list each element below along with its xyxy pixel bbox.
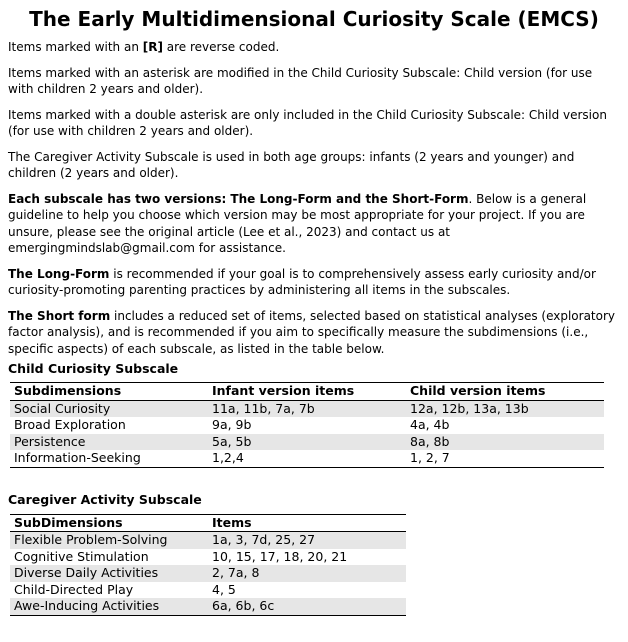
reverse-marker: [R] — [142, 40, 163, 54]
table-cell: 9a, 9b — [212, 417, 252, 433]
note-caregiver: The Caregiver Activity Subscale is used in both age groups: infants (2 years and younger) and children (2 years and older). — [8, 149, 575, 180]
table-cell: 11a, 11b, 7a, 7b — [208, 400, 406, 417]
table-cell: 8a, 8b — [406, 434, 604, 451]
child-subscale-heading: Child Curiosity Subscale — [8, 361, 179, 376]
table-cell: Persistence — [10, 434, 208, 451]
table-cell: Flexible Problem-Solving — [10, 532, 208, 549]
table-row — [10, 417, 604, 434]
table-cell: 5a, 5b — [208, 434, 406, 451]
table-row — [10, 565, 406, 582]
note-long-form: The Long-Form is recommended if your goal is to comprehensively assess early curiosity and/or curiosity-promoting parenting practices by administering all items in the subscales. — [8, 266, 596, 297]
table-cell: Diverse Daily Activities — [10, 565, 208, 582]
child-subscale-table — [10, 382, 604, 468]
table-header-row — [10, 383, 604, 401]
note-reverse-coded: Items marked with an [R] are reverse coded. — [8, 40, 280, 54]
column-header: Subdimensions — [10, 383, 208, 401]
table-cell: Social Curiosity — [10, 400, 208, 417]
column-header: Infant version items — [208, 383, 406, 401]
table-header-row — [10, 514, 406, 532]
table-cell: Cognitive Stimulation — [14, 548, 149, 564]
table-cell: 6a, 6b, 6c — [208, 598, 406, 615]
table-row — [10, 450, 604, 467]
table-cell: 4a, 4b — [410, 417, 450, 433]
table-row — [10, 400, 604, 417]
table-cell: 10, 15, 17, 18, 20, 21 — [212, 548, 348, 564]
table-cell: 1a, 3, 7d, 25, 27 — [208, 532, 406, 549]
column-header: SubDimensions — [10, 514, 208, 532]
column-header: Items — [208, 514, 406, 532]
note-versions: Each subscale has two versions: The Long-Form and the Short-Form. Below is a general guideline to help you choose which version may be most appropriate for your project. If you are unsure, please see the original article (Lee et al., 2023) and contact us at emergingmindslab@gmail.com for assistance. — [8, 191, 587, 255]
table-cell: 12a, 12b, 13a, 13b — [406, 400, 604, 417]
table-row — [10, 434, 604, 451]
note-asterisk: Items marked with an asterisk are modified in the Child Curiosity Subscale: Child version (for use with children 2 years and older). — [8, 65, 593, 96]
table-row — [10, 582, 406, 599]
table-cell: Broad Exploration — [14, 417, 126, 433]
table-row — [10, 598, 406, 615]
table-cell: 2, 7a, 8 — [208, 565, 406, 582]
page-title: The Early Multidimensional Curiosity Scale (EMCS) — [29, 7, 599, 31]
table-cell: 1, 2, 7 — [406, 450, 604, 467]
table-cell: Information-Seeking — [10, 450, 208, 467]
table-cell: 4, 5 — [212, 581, 236, 597]
table-row — [10, 532, 406, 549]
table-cell: Awe-Inducing Activities — [10, 598, 208, 615]
table-cell: 1,2,4 — [208, 450, 406, 467]
caregiver-subscale-heading: Caregiver Activity Subscale — [8, 491, 202, 507]
table-cell: Child-Directed Play — [14, 581, 134, 597]
column-header: Child version items — [406, 383, 604, 401]
note-short-form: The Short form includes a reduced set of items, selected based on statistical analyses (exploratory factor analysis), and is recommended if you aim to specifically measure the subdimensions (i.e., specific aspects) of each subscale, as listed in the table below. — [8, 308, 616, 356]
note-double-asterisk: Items marked with a double asterisk are only included in the Child Curiosity Subscale: Child version (for use with children 2 years and older). — [8, 107, 607, 138]
caregiver-subscale-table — [10, 514, 406, 616]
table-row — [10, 549, 406, 566]
